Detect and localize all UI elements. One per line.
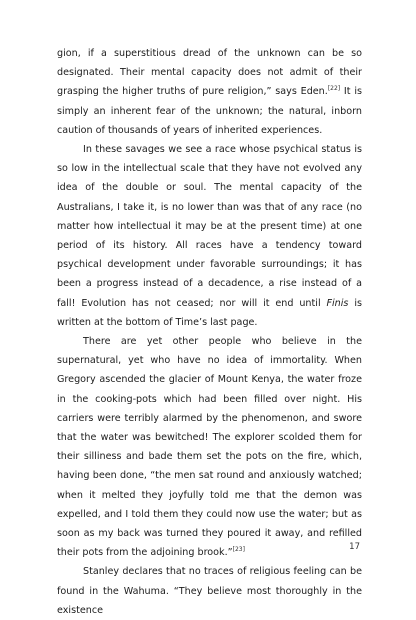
- text-run: Stanley declares that no traces of religious feeling can be found in the Wahuma. “They believe most thoroughly in the existence: [57, 566, 362, 616]
- paragraph: [57, 140, 362, 332]
- italic-text: Finis: [326, 297, 349, 309]
- paragraph: [57, 562, 362, 620]
- text-run: is written at the bottom of Time’s last page.: [57, 297, 362, 328]
- text-run: gion, if a superstitious dread of the unknown can be so designated. Their mental capacity does not admit of their grasping the higher truths of pure religion,” says Eden.: [57, 48, 362, 98]
- page-number: 17: [349, 542, 360, 552]
- paragraph: [57, 332, 362, 562]
- footnote-ref-22[interactable]: [22]: [327, 85, 341, 93]
- text-run: It is simply an inherent fear of the unknown; the natural, inborn caution of thousands of years of inherited experiences.: [57, 86, 362, 136]
- text-run: In these savages we see a race whose psychical status is so low in the intellectual scale that they have not evolved any idea of the double or soul. The mental capacity of the Australians, I take it, is no lower than was that of any race (no matter how intellectual it may be at the present time) at one period of its history. All races have a tendency toward psychical development under favorable surroundings; it has been a progress instead of a decadence, a rise instead of a fall! Evolution has not ceased; nor will it end until: [57, 144, 362, 309]
- text-run: There are yet other people who believe in the supernatural, yet who have no idea of immortality. When Gregory ascended the glacier of Mount Kenya, the water froze in the cooking-pots which had been filled over night. His carriers were terribly alarmed by the phenomenon, and swore that the water was bewitched! The explorer scolded them for their silliness and bade them set the pots on the fire, which, having been done, “the men sat round and anxiously watched; when it melted they joyfully told me that the demon was expelled, and I told them they could now use the water; but as soon as my back was turned they poured it away, and refilled their pots from the adjoining brook.”: [57, 336, 362, 559]
- paragraph-continued: [57, 44, 362, 140]
- body-text: [57, 44, 362, 620]
- footnote-ref-23[interactable]: [23]: [232, 546, 245, 554]
